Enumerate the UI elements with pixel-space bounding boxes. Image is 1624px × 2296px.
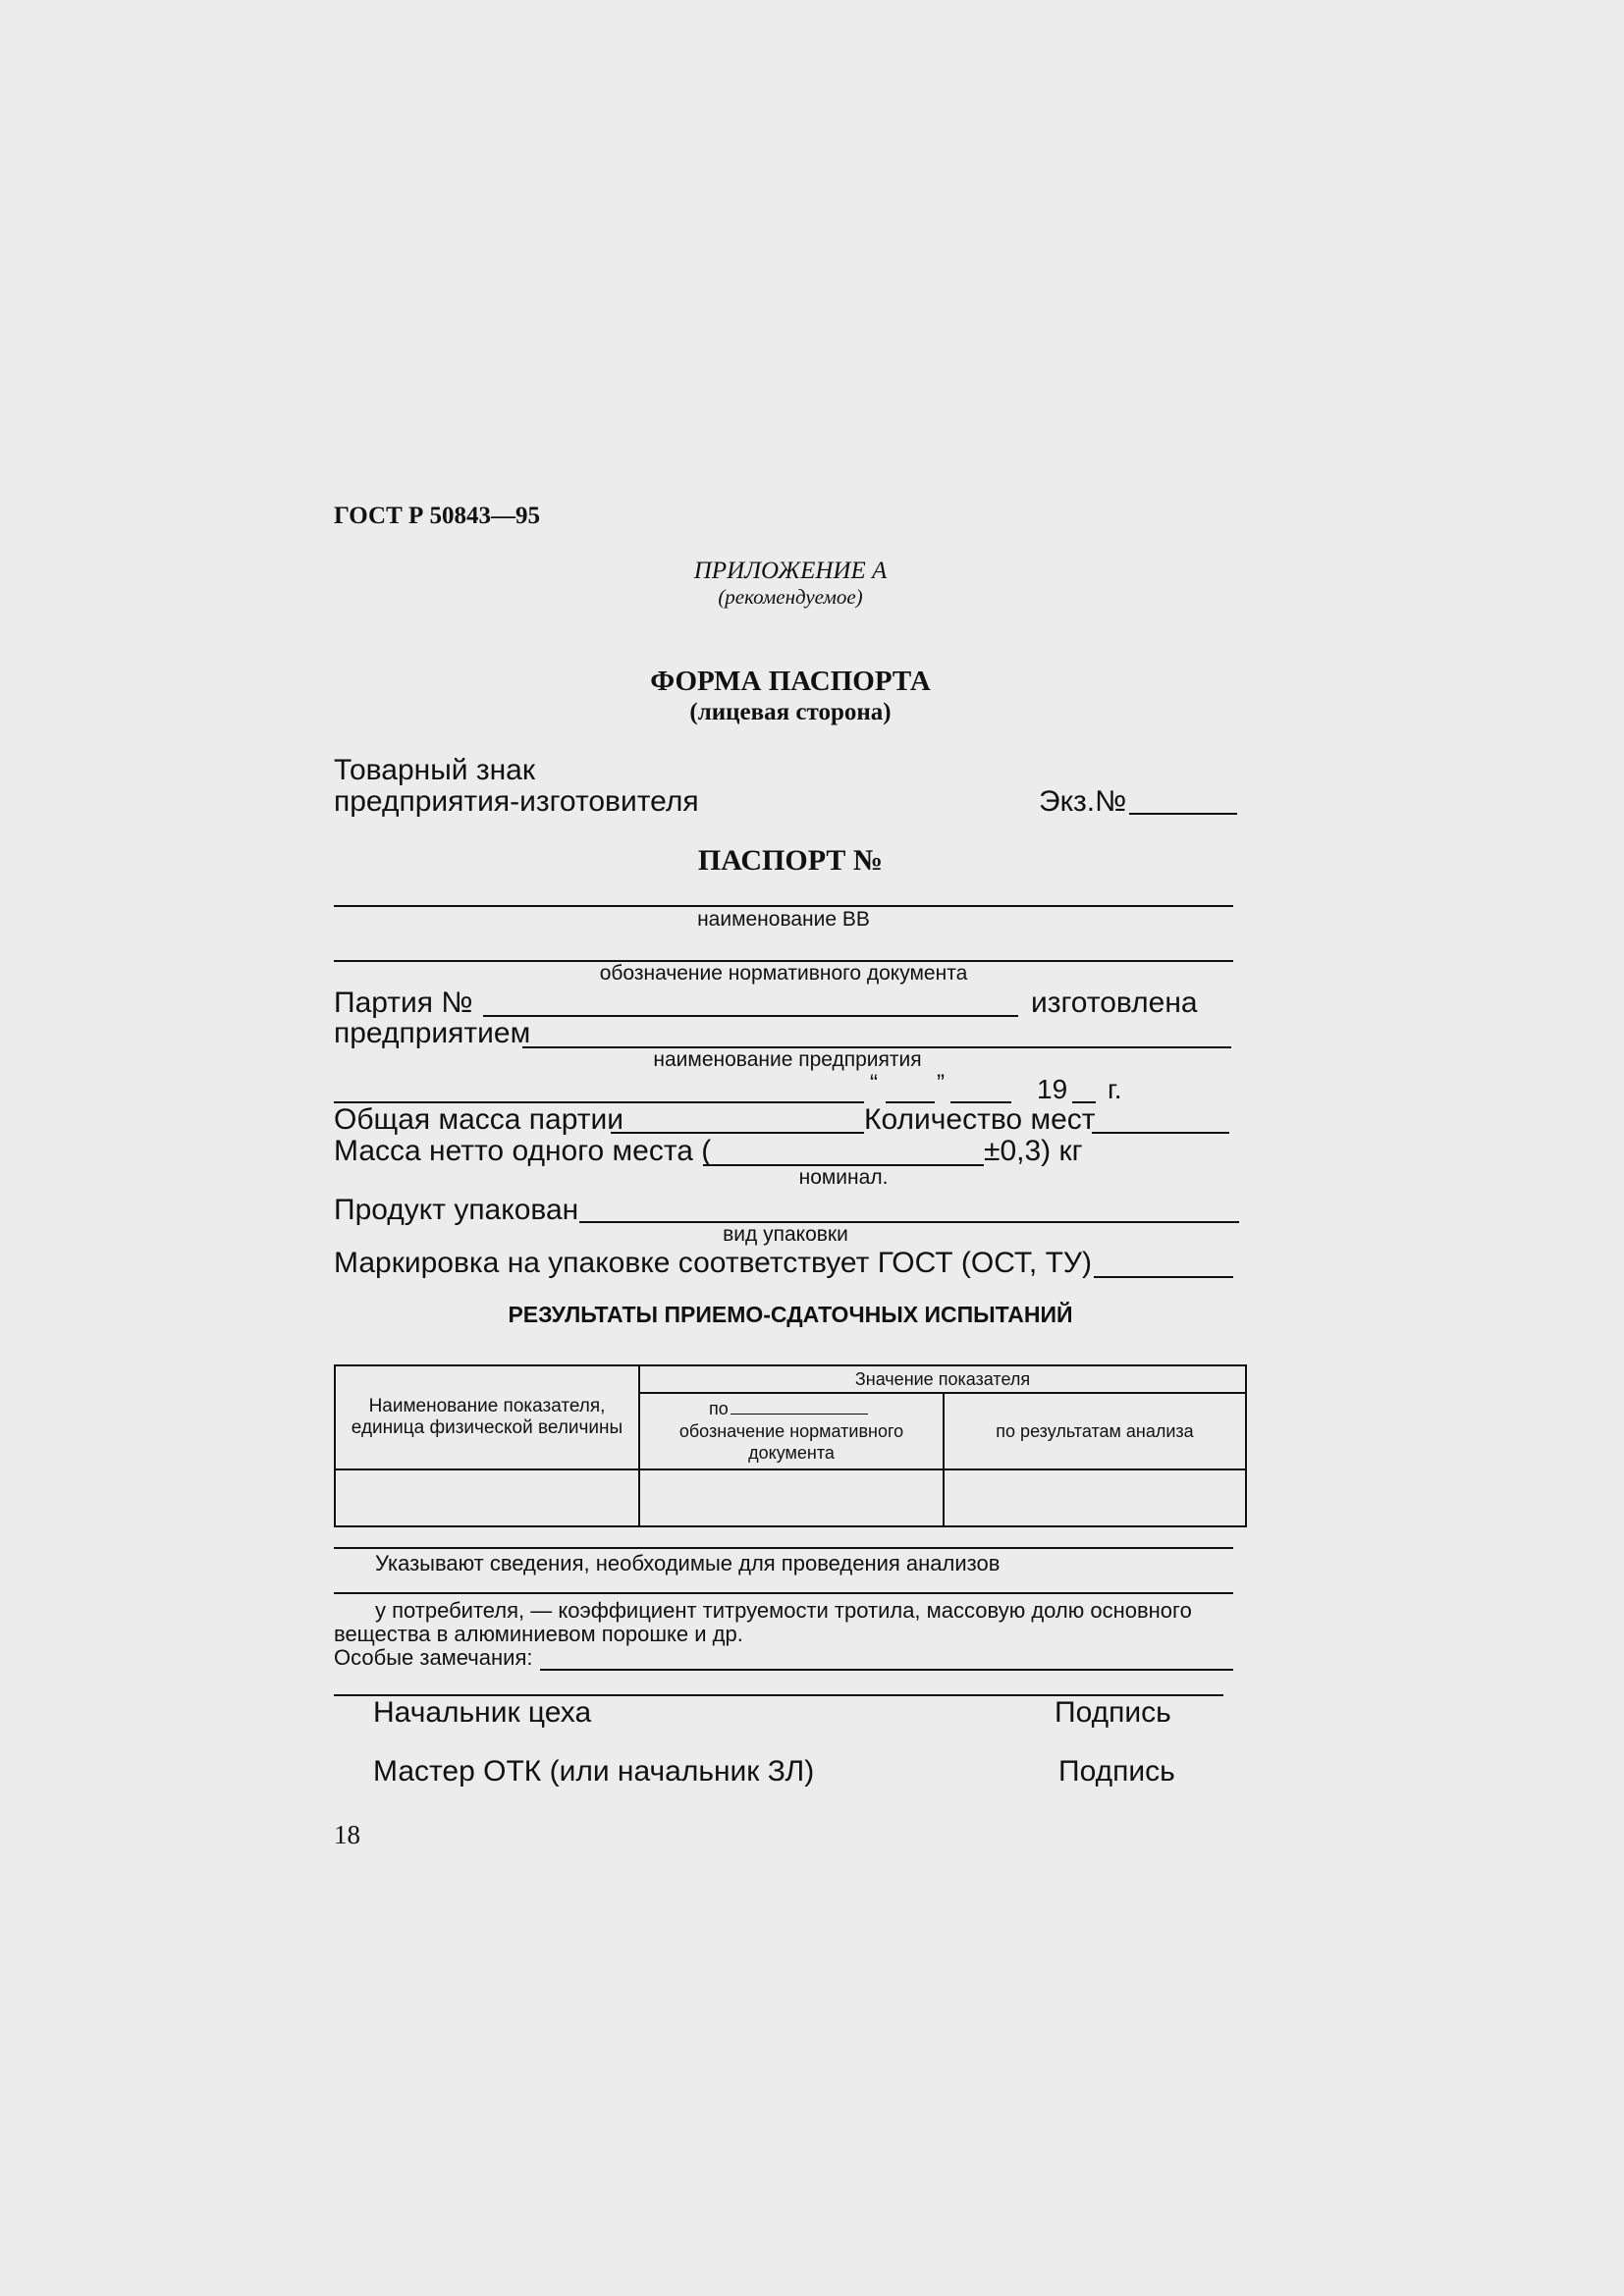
notes-line-1[interactable] bbox=[334, 1547, 1233, 1549]
packing-caption: вид упаковки bbox=[723, 1223, 848, 1246]
passport-title: ПАСПОРТ № bbox=[697, 844, 884, 877]
year-prefix: 19 bbox=[1037, 1074, 1068, 1104]
places-count-label: Количество мест bbox=[864, 1103, 1096, 1136]
col-value-group-header: Значение показателя bbox=[639, 1365, 1246, 1393]
page-number: 18 bbox=[334, 1820, 360, 1849]
marking-label: Маркировка на упаковке соответствует ГОСТ (ОСТ, ТУ) bbox=[334, 1247, 1092, 1279]
trademark-line1: Товарный знак bbox=[334, 754, 535, 786]
appendix-note: (рекомендуемое) bbox=[718, 585, 863, 609]
enterprise-label: предприятием bbox=[334, 1017, 531, 1049]
total-mass-label: Общая масса партии bbox=[334, 1103, 624, 1136]
qc-master-label: Мастер ОТК (или начальник ЗЛ) bbox=[373, 1755, 815, 1788]
date-quote-open: “ bbox=[870, 1070, 878, 1096]
batch-label: Партия № bbox=[334, 987, 473, 1019]
col-analysis-header: по результатам анализа bbox=[944, 1393, 1246, 1469]
year-suffix: г. bbox=[1108, 1074, 1122, 1104]
form-subtitle: (лицевая сторона) bbox=[689, 699, 892, 725]
results-table bbox=[334, 1364, 1247, 1527]
qc-master-signature: Подпись bbox=[1058, 1755, 1175, 1788]
total-mass-field[interactable] bbox=[611, 1132, 864, 1134]
remarks-field[interactable] bbox=[540, 1669, 1233, 1671]
places-count-field[interactable] bbox=[1092, 1132, 1229, 1134]
col-norm-caption: обозначение нормативного документа bbox=[678, 1420, 904, 1464]
result-cell-norm[interactable] bbox=[639, 1469, 944, 1526]
notes-text-1: Указывают сведения, необходимые для проведения анализов bbox=[375, 1551, 1001, 1575]
form-title: ФОРМА ПАСПОРТА bbox=[650, 666, 931, 697]
made-label: изготовлена bbox=[1031, 987, 1198, 1019]
col-norm-header bbox=[639, 1393, 944, 1469]
remarks-label: Особые замечания: bbox=[334, 1645, 533, 1670]
result-cell-name[interactable] bbox=[335, 1469, 639, 1526]
shop-head-signature: Подпись bbox=[1055, 1696, 1171, 1729]
net-mass-tolerance: ±0,3) кг bbox=[984, 1135, 1083, 1167]
explosive-name-field[interactable] bbox=[334, 905, 1233, 907]
col-norm-prefix bbox=[644, 1398, 939, 1420]
copy-number-field[interactable] bbox=[1129, 813, 1237, 815]
notes-line-2[interactable] bbox=[334, 1592, 1233, 1594]
copy-number-label: Экз.№ bbox=[1039, 785, 1127, 818]
marking-standard-field[interactable] bbox=[1094, 1276, 1233, 1278]
trademark-line2: предприятия-изготовителя bbox=[334, 785, 699, 818]
notes-text-3: вещества в алюминиевом порошке и др. bbox=[334, 1622, 743, 1646]
nominal-caption: номинал. bbox=[798, 1166, 889, 1189]
result-cell-analysis[interactable] bbox=[944, 1469, 1246, 1526]
col-norm-blank bbox=[731, 1414, 868, 1415]
batch-number-field[interactable] bbox=[483, 1015, 1018, 1017]
net-mass-label: Масса нетто одного места ( bbox=[334, 1135, 712, 1167]
results-title: РЕЗУЛЬТАТЫ ПРИЕМО-СДАТОЧНЫХ ИСПЫТАНИЙ bbox=[508, 1302, 1073, 1327]
normative-doc-caption: обозначение нормативного документа bbox=[599, 962, 968, 985]
enterprise-caption: наименование предприятия bbox=[653, 1048, 922, 1071]
standard-designation: ГОСТ Р 50843—95 bbox=[334, 503, 541, 529]
shop-head-label: Начальник цеха bbox=[373, 1696, 592, 1729]
date-quote-close: ” bbox=[937, 1070, 945, 1096]
appendix-title: ПРИЛОЖЕНИЕ А bbox=[693, 558, 888, 584]
explosive-name-caption: наименование ВВ bbox=[697, 908, 870, 931]
notes-text-2: у потребителя, — коэффициент титруемости тротила, массовую долю основного bbox=[375, 1598, 1192, 1623]
col-name-header: Наименование показателя, единица физической величины bbox=[335, 1365, 639, 1469]
packed-label: Продукт упакован bbox=[334, 1194, 579, 1226]
col-norm-prefix-text: по bbox=[709, 1399, 729, 1419]
